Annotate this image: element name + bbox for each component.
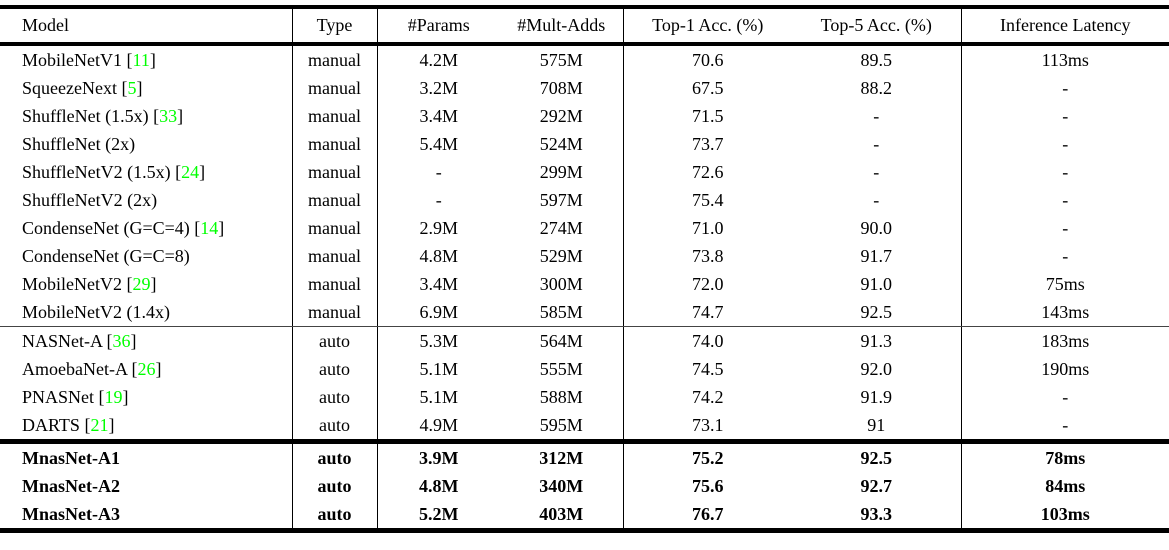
top5-acc-cell: 89.5 xyxy=(792,44,961,74)
citation-bracket-open: [ xyxy=(148,105,160,126)
citation-link[interactable]: 14 xyxy=(200,217,219,238)
table-row xyxy=(0,270,1169,298)
latency-cell: 190ms xyxy=(1041,358,1090,379)
type-cell: auto xyxy=(292,411,377,442)
top1-acc-cell: 72.0 xyxy=(692,273,724,294)
top5-acc-cell: 92.7 xyxy=(792,472,961,500)
model-name: AmoebaNet-A xyxy=(22,358,127,379)
model-cell xyxy=(0,242,292,270)
model-comparison-table xyxy=(0,5,1169,533)
model-cell xyxy=(0,102,292,130)
auto-models-group xyxy=(0,327,1169,442)
top1-acc-cell: 73.8 xyxy=(692,245,724,266)
citation xyxy=(102,331,137,351)
model-name: MobileNetV2 xyxy=(22,273,122,294)
type-cell: auto xyxy=(292,355,377,383)
mnasnet-models-group xyxy=(0,442,1169,531)
citation-link[interactable]: 33 xyxy=(159,105,178,126)
table-header xyxy=(0,7,1169,44)
mult-adds-cell: 555M xyxy=(500,355,623,383)
latency-cell: 183ms xyxy=(1041,330,1090,351)
mult-adds-cell: 299M xyxy=(500,158,623,186)
params-cell: 3.4M xyxy=(419,105,458,126)
citation-link[interactable]: 11 xyxy=(132,49,150,70)
top5-acc-cell: 92.5 xyxy=(792,298,961,327)
manual-models-group xyxy=(0,44,1169,327)
params-cell: 5.2M xyxy=(419,503,459,524)
top5-acc-cell: 88.2 xyxy=(792,74,961,102)
table-row xyxy=(0,44,1169,74)
type-cell: manual xyxy=(292,242,377,270)
mult-adds-cell: 340M xyxy=(500,472,623,500)
col-header-type: Type xyxy=(292,7,377,44)
citation-bracket-open: [ xyxy=(94,386,105,407)
citation-bracket-open: [ xyxy=(116,77,128,98)
citation-bracket-open: [ xyxy=(79,414,91,435)
citation-bracket-close: ] xyxy=(199,161,206,182)
table-row xyxy=(0,214,1169,242)
type-cell: manual xyxy=(292,130,377,158)
top5-acc-cell: 91.9 xyxy=(792,383,961,411)
citation-bracket-open: [ xyxy=(189,217,201,238)
model-name: CondenseNet (G=C=8) xyxy=(22,245,190,266)
type-cell: manual xyxy=(292,298,377,327)
top5-acc-cell: 90.0 xyxy=(792,214,961,242)
mult-adds-cell: 312M xyxy=(500,442,623,473)
col-header-top1-acc: Top-1 Acc. (%) xyxy=(623,7,792,44)
model-cell xyxy=(0,44,292,74)
table-row xyxy=(0,472,1169,500)
table-row xyxy=(0,298,1169,327)
params-cell: 4.8M xyxy=(419,245,458,266)
latency-cell: 143ms xyxy=(961,298,1169,327)
mult-adds-cell: 564M xyxy=(500,327,623,356)
model-cell xyxy=(0,500,292,531)
model-cell xyxy=(0,158,292,186)
type-cell: auto xyxy=(292,327,377,356)
top1-acc-cell: 75.4 xyxy=(692,189,724,210)
latency-cell: - xyxy=(961,411,1169,442)
params-cell: 3.2M xyxy=(419,77,458,98)
citation xyxy=(171,162,206,182)
mult-adds-cell: 524M xyxy=(500,130,623,158)
top1-acc-cell: 73.7 xyxy=(692,133,724,154)
latency-cell: 78ms xyxy=(1045,447,1086,468)
model-name: CondenseNet (G=C=4) xyxy=(22,217,190,238)
table-row xyxy=(0,74,1169,102)
type-cell: manual xyxy=(292,186,377,214)
model-name: ShuffleNet (1.5x) xyxy=(22,105,149,126)
col-header-inference-latency: Inference Latency xyxy=(961,7,1169,44)
mult-adds-cell: 292M xyxy=(500,102,623,130)
citation-bracket-open: [ xyxy=(121,273,133,294)
citation xyxy=(127,359,162,379)
table-row xyxy=(0,500,1169,531)
top1-acc-cell: 74.2 xyxy=(692,386,724,407)
top1-acc-cell: 71.5 xyxy=(692,105,724,126)
mult-adds-cell: 585M xyxy=(500,298,623,327)
latency-cell: 75ms xyxy=(1045,273,1085,294)
model-cell xyxy=(0,270,292,298)
top5-acc-cell: - xyxy=(792,130,961,158)
model-name: MnasNet-A2 xyxy=(22,475,120,496)
mult-adds-cell: 300M xyxy=(500,270,623,298)
type-cell: manual xyxy=(292,158,377,186)
model-cell xyxy=(0,383,292,411)
top1-acc-cell: 73.1 xyxy=(623,411,792,442)
model-name: MobileNetV1 xyxy=(22,49,122,70)
latency-cell: - xyxy=(1062,189,1069,210)
latency-cell: - xyxy=(1062,133,1069,154)
citation-bracket-open: [ xyxy=(126,358,138,379)
params-cell: 4.8M xyxy=(419,475,459,496)
type-cell: auto xyxy=(292,472,377,500)
mult-adds-cell: 575M xyxy=(500,44,623,74)
model-cell xyxy=(0,355,292,383)
type-cell: manual xyxy=(292,102,377,130)
latency-cell: - xyxy=(1062,161,1069,182)
type-cell: auto xyxy=(292,383,377,411)
citation-link[interactable]: 36 xyxy=(112,330,131,351)
type-cell: auto xyxy=(292,500,377,531)
citation-link[interactable]: 29 xyxy=(132,273,151,294)
citation-link[interactable]: 24 xyxy=(181,161,200,182)
latency-cell: 103ms xyxy=(1040,503,1090,524)
params-cell: 4.2M xyxy=(419,49,458,70)
citation-link[interactable]: 26 xyxy=(137,358,156,379)
model-name: MobileNetV2 (1.4x) xyxy=(22,301,170,322)
top1-acc-cell: 70.6 xyxy=(692,49,724,70)
model-name: ShuffleNetV2 (2x) xyxy=(22,189,158,210)
citation-bracket-close: ] xyxy=(130,330,137,351)
params-cell: - xyxy=(435,161,442,182)
mult-adds-cell: 597M xyxy=(500,186,623,214)
latency-cell: - xyxy=(1062,77,1069,98)
params-cell: - xyxy=(435,189,442,210)
col-header-top5-acc: Top-5 Acc. (%) xyxy=(792,7,961,44)
top5-acc-cell: 91.7 xyxy=(792,242,961,270)
model-name: SqueezeNext xyxy=(22,77,117,98)
params-cell: 4.9M xyxy=(377,411,500,442)
mult-adds-cell: 529M xyxy=(500,242,623,270)
params-cell: 3.4M xyxy=(419,273,458,294)
model-name: DARTS xyxy=(22,414,80,435)
model-name: ShuffleNet (2x) xyxy=(22,133,136,154)
table-row xyxy=(0,442,1169,473)
col-header-mult-adds: #Mult-Adds xyxy=(500,7,623,44)
model-cell xyxy=(0,327,292,356)
header-row xyxy=(0,7,1169,44)
type-cell: manual xyxy=(292,270,377,298)
latency-cell: - xyxy=(1062,245,1069,266)
top1-acc-cell: 76.7 xyxy=(692,503,724,524)
model-cell xyxy=(0,472,292,500)
citation-bracket-close: ] xyxy=(149,49,156,70)
citation-bracket-close: ] xyxy=(136,77,143,98)
latency-cell: - xyxy=(1062,217,1069,238)
citation xyxy=(80,415,115,435)
table-row xyxy=(0,158,1169,186)
type-cell: manual xyxy=(292,74,377,102)
citation-bracket-close: ] xyxy=(108,414,115,435)
table-row xyxy=(0,355,1169,383)
top5-acc-cell: - xyxy=(792,158,961,186)
table-row xyxy=(0,186,1169,214)
top1-acc-cell: 74.7 xyxy=(623,298,792,327)
model-cell xyxy=(0,214,292,242)
top1-acc-cell: 75.6 xyxy=(692,475,724,496)
mult-adds-cell: 708M xyxy=(500,74,623,102)
citation-bracket-close: ] xyxy=(122,386,129,407)
model-cell xyxy=(0,130,292,158)
params-cell: 5.1M xyxy=(419,358,458,379)
top1-acc-cell: 72.6 xyxy=(692,161,724,182)
citation-bracket-open: [ xyxy=(102,330,113,351)
table-row xyxy=(0,383,1169,411)
top5-acc-cell: 93.3 xyxy=(792,500,961,531)
top5-acc-cell: 91.3 xyxy=(792,327,961,356)
top5-acc-cell: 91.0 xyxy=(792,270,961,298)
model-name: PNASNet xyxy=(22,386,95,407)
top5-acc-cell: 91 xyxy=(792,411,961,442)
latency-cell: 84ms xyxy=(1045,475,1086,496)
col-header-model: Model xyxy=(0,7,292,44)
citation xyxy=(149,106,184,126)
type-cell: auto xyxy=(292,442,377,473)
type-cell: manual xyxy=(292,214,377,242)
latency-cell: - xyxy=(1062,386,1069,407)
top5-acc-cell: 92.5 xyxy=(792,442,961,473)
top1-acc-cell: 67.5 xyxy=(692,77,724,98)
citation-bracket-open: [ xyxy=(170,161,182,182)
citation-link[interactable]: 19 xyxy=(104,386,123,407)
top5-acc-cell: - xyxy=(792,186,961,214)
params-cell: 2.9M xyxy=(419,217,458,238)
params-cell: 5.4M xyxy=(419,133,458,154)
citation-bracket-close: ] xyxy=(150,273,157,294)
citation-bracket-close: ] xyxy=(177,105,184,126)
top5-acc-cell: - xyxy=(792,102,961,130)
latency-cell: - xyxy=(1062,105,1069,126)
params-cell: 5.3M xyxy=(419,330,458,351)
model-cell xyxy=(0,186,292,214)
citation xyxy=(117,78,143,98)
table-row xyxy=(0,102,1169,130)
citation xyxy=(190,218,225,238)
citation-link[interactable]: 5 xyxy=(127,77,137,98)
table-row xyxy=(0,411,1169,442)
table-row xyxy=(0,327,1169,356)
citation xyxy=(94,387,129,407)
top1-acc-cell: 75.2 xyxy=(692,447,724,468)
mult-adds-cell: 274M xyxy=(500,214,623,242)
params-cell: 3.9M xyxy=(419,447,459,468)
model-cell xyxy=(0,442,292,473)
model-name: MnasNet-A3 xyxy=(22,503,120,524)
table-row xyxy=(0,242,1169,270)
mult-adds-cell: 588M xyxy=(500,383,623,411)
col-header-params: #Params xyxy=(377,7,500,44)
type-cell: manual xyxy=(292,44,377,74)
citation-bracket-close: ] xyxy=(218,217,225,238)
model-cell xyxy=(0,298,292,327)
mult-adds-cell: 403M xyxy=(500,500,623,531)
top5-acc-cell: 92.0 xyxy=(792,355,961,383)
latency-cell: 113ms xyxy=(1041,49,1089,70)
citation-bracket-close: ] xyxy=(155,358,162,379)
citation xyxy=(122,50,156,70)
top1-acc-cell: 71.0 xyxy=(692,217,724,238)
citation-bracket-open: [ xyxy=(121,49,133,70)
model-cell xyxy=(0,411,292,442)
model-name: NASNet-A xyxy=(22,330,102,351)
top1-acc-cell: 74.5 xyxy=(692,358,724,379)
top1-acc-cell: 74.0 xyxy=(692,330,724,351)
table-row xyxy=(0,130,1169,158)
citation xyxy=(122,274,157,294)
mult-adds-cell: 595M xyxy=(500,411,623,442)
citation-link[interactable]: 21 xyxy=(90,414,109,435)
params-cell: 6.9M xyxy=(377,298,500,327)
model-name: MnasNet-A1 xyxy=(22,447,120,468)
model-cell xyxy=(0,74,292,102)
params-cell: 5.1M xyxy=(419,386,458,407)
model-name: ShuffleNetV2 (1.5x) xyxy=(22,161,171,182)
